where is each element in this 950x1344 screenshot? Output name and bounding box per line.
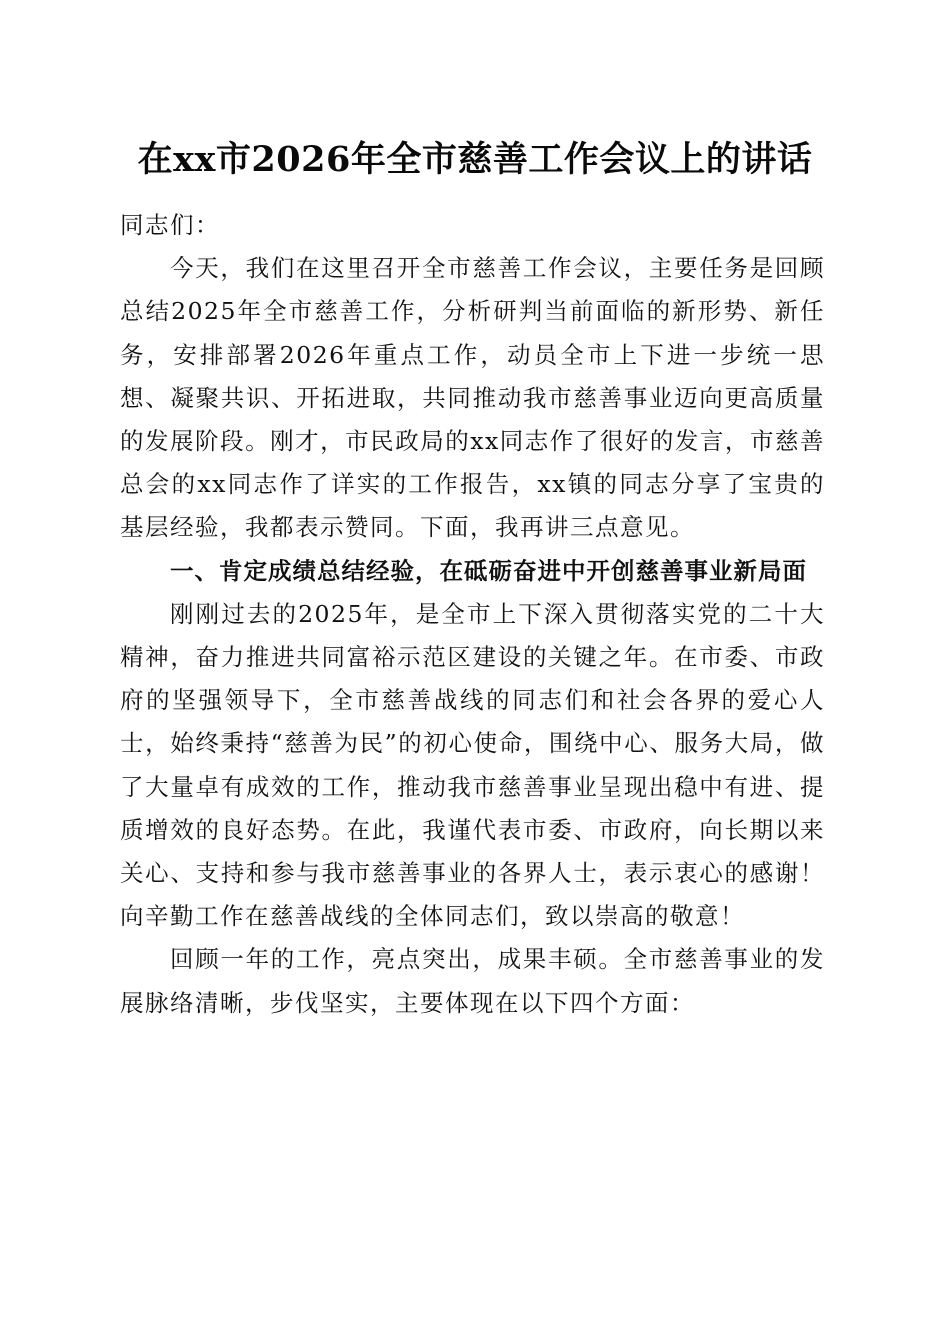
salutation: 同志们：: [120, 211, 220, 239]
document-title: 在xx市2026年全市慈善工作会议上的讲话: [137, 139, 813, 180]
section-heading-1: 一、肯定成绩总结经验，在砥砺奋进中开创慈善事业新局面: [170, 556, 807, 585]
intro-paragraph: 今天，我们在这里召开全市慈善工作会议，主要任务是回顾总结2025年全市慈善工作，分析研判当前面临的新形势、新任务，安排部署2026年重点工作，动员全市上下进一步统一思想、凝聚共识、开拓进取，共同推动我市慈善事业迈向更高质量的发展阶段。刚才，市民政局的xx同志作了很好的发言，市慈善总会的xx同志作了详实的工作报告，xx镇的同志分享了宝贵的基层经验，我都表示赞同。下面，我再讲三点意见。: [120, 254, 825, 542]
section-1-paragraph-1: 刚刚过去的2025年，是全市上下深入贯彻落实党的二十大精神，奋力推进共同富裕示范区建设的关键之年。在市委、市政府的坚强领导下，全市慈善战线的同志们和社会各界的爱心人士，始终秉持“慈善为民”的初心使命，围绕中心、服务大局，做了大量卓有成效的工作，推动我市慈善事业呈现出稳中有进、提质增效的良好态势。在此，我谨代表市委、市政府，向长期以来关心、支持和参与我市慈善事业的各界人士，表示衷心的感谢！向辛勤工作在慈善战线的全体同志们，致以崇高的敬意！: [120, 599, 825, 931]
section-1-paragraph-2: 回顾一年的工作，亮点突出，成果丰硕。全市慈善事业的发展脉络清晰，步伐坚实，主要体现在以下四个方面：: [120, 945, 825, 1017]
document-body: [120, 204, 825, 1025]
